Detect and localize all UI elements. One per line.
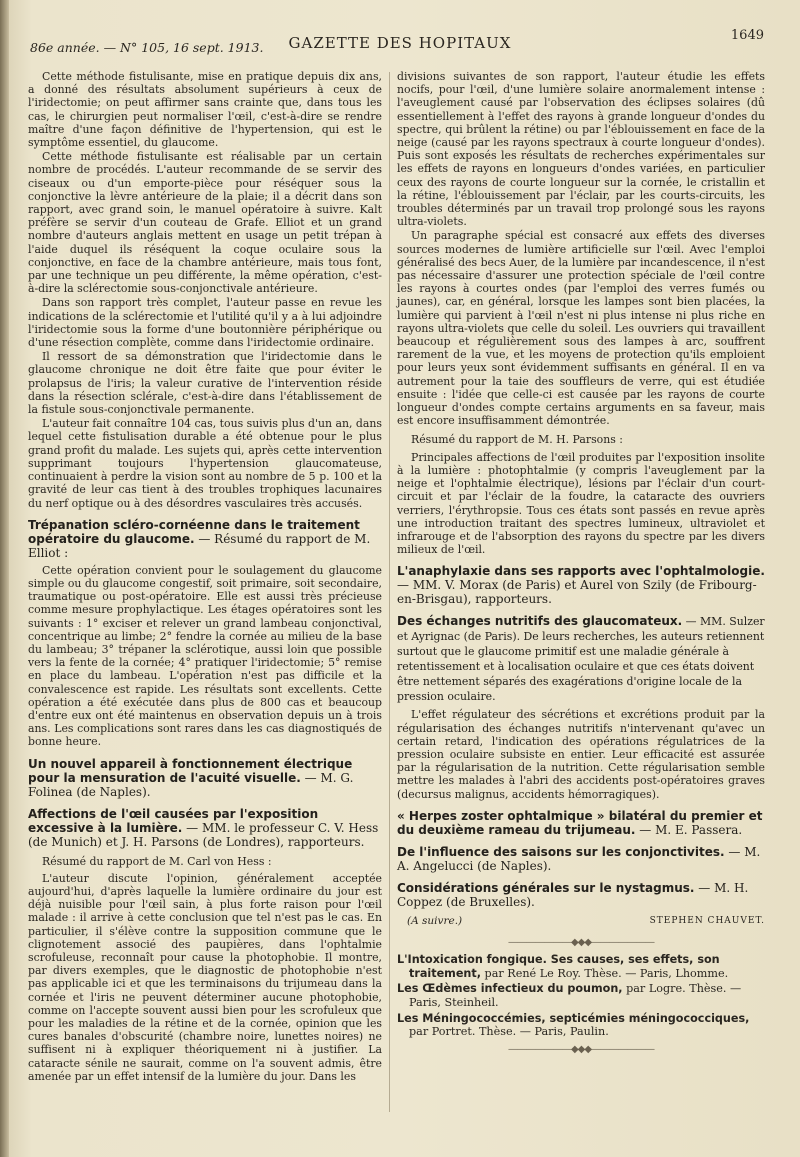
page-number: 1649 (730, 28, 764, 43)
section-heading (397, 845, 765, 873)
entry-title: L'Intoxication fongique. Ses causes, ses effets, son traitement, (397, 953, 720, 980)
heading-author: — M. H. Coppez (de Bruxelles). (397, 880, 749, 909)
paragraph: Principales affections de l'œil produites par l'exposition insolite à la lumière : photophtalmie (y compris l'aveuglement par la neige et l'ophtalmie électrique), lésions par l'éclair d'un court-circuit et par l'éclair de la foudre, la cataracte des ouvriers verriers, l'érythropsie. Tous ces états sont passés en revue après une introduction traitant des spectres lumineux, ultraviolet et infrarouge et de l'absorption des rayons du spectre par les divers milieux de l'œil. (397, 450, 765, 557)
paragraph: Cette opération convient pour le soulagement du glaucome simple ou du glaucome congestif, soit primaire, soit secondaire, traumatique ou post-opératoire. Elle est aussi très précieuse comme mesure prophylactique. Les étages opératoires sont les suivants : 1° exciser et relever un grand lambeau conjonctival, concentrique au limbe; 2° fendre la cornée au milieu de la base du lambeau; 3° trépaner la sclérotique, aussi loin que possible vers la fente de la cornée; 4° pratiquer l'iridectomie; 5° remise en place du lambeau. L'opération n'est pas difficile et la convalescence est rapide. Les résultats sont excellents. Cette opération a été exécutée dans plus de 800 cas et beaucoup d'entre eux ont été maintenus en observation depuis un à trois ans. Les complications sont rares dans les cas diagnostiqués de bonne heure. (28, 563, 382, 749)
left-column (28, 70, 382, 1084)
section-heading (28, 757, 382, 799)
heading-author: — MM. Sulzer et Ayrignac (de Paris). De leurs recherches, les auteurs retiennent surtout que le glaucome primitif est une maladie générale à retentissement et à localisation oculaire et que ces états doivent être nettement séparés des exagérations d'origine locale de la pression oculaire. (397, 615, 765, 704)
section-heading (28, 807, 382, 849)
heading-author: — M. A. Angelucci (de Naples). (397, 844, 761, 873)
heading-title: Des échanges nutritifs des glaucomateux. (397, 614, 683, 629)
entry-details: par Logre. Thèse. — Paris, Steinheil. (409, 982, 742, 1009)
paragraph: Cette méthode fistulisante est réalisable par un certain nombre de procédés. L'auteur recommande de se servir des ciseaux ou d'un emporte-pièce pour réséquer sous la conjonctive la lèvre antérieure de la plaie; il a décrit dans son rapport, avec grand soin, le manuel opératoire à suivre. Kalt préfère se servir d'un couteau de Grafe. Elliot et un grand nombre d'auteurs anglais mettent en usage un petit trépan à l'aide duquel ils réséquent la coque oculaire sous la conjonctive, en face de la chambre antérieure, mais tous font, par une technique un peu différente, la même opération, c'est-à-dire la sclérectomie sous-conjonctivale antérieure. (28, 150, 382, 296)
heading-title: De l'influence des saisons sur les conjonctivites. (397, 844, 725, 859)
page-binding-edge (0, 0, 9, 1157)
signature-line (407, 915, 765, 928)
heading-title: L'anaphylaxie dans ses rapports avec l'ophtalmologie. (397, 564, 765, 579)
entry-title: Les Œdèmes infectieux du poumon, (397, 982, 623, 996)
paragraph: L'auteur discute l'opinion, généralement acceptée aujourd'hui, d'après laquelle la lumière ordinaire du jour est déjà nuisible pour l'œil sain, à plus forte raison pour l'œil malade : il arrive à cette conclusion que tel n'est pas le cas. En particulier, il s'élève contre la supposition commune que le clignotement associé des paupières, dans l'ophtalmie scrofuleuse, reconnaît pour cause la photophobie. Il montre, par divers exemples, que le diagnostic de photophobie n'est pas applicable ici et que les terminaisons du trijumeau dans la cornée et l'iris ne peuvent déterminer aucune photophobie, comme on l'accepte souvent aussi bien pour les scrofuleux que pour les maladies de la rétine et de la cornée, opinion que les cures banales d'obscurité (chambre noire, lunettes noires) ne suffisent ni à expliquer théoriquement ni à justifier. La cataracte sénile ne saurait, comme on l'a souvent admis, être amenée par un effet intensif de la lumière du jour. Dans les (28, 871, 382, 1083)
paragraph: Cette méthode fistulisante, mise en pratique depuis dix ans, a donné des résultats absolument supérieurs à ceux de l'iridectomie; on peut affirmer sans crainte que, dans tous les cas, le chirurgien peut normaliser l'œil, c'est-à-dire se rendre maître d'une façon définitive de l'hypertension, qui est le symptôme essentiel, du glaucome. (28, 70, 382, 150)
paragraph: Dans son rapport très complet, l'auteur passe en revue les indications de la sclérectomie et l'utilité qu'il y a à lui adjoindre l'iridectomie sous la forme d'une boutonnière périphérique ou d'une résection complète, comme dans l'iridectomie ordinaire. (28, 296, 382, 350)
paragraph: L'auteur fait connaître 104 cas, tous suivis plus d'un an, dans lequel cette fistulisation durable a été obtenue pour le plus grand profit du malade. Les sujets qui, après cette intervention supprimant toujours l'hypertension glaucomateuse, continuaient à perdre la vision sont au nombre de 5 p. 100 et la gravité de leur cas tient à des troubles trophiques lacunaires du nerf optique ou à des désordres vasculaires très accusés. (28, 417, 382, 510)
paragraph: Il ressort de sa démonstration que l'iridectomie dans le glaucome chronique ne doit être faite que pour éviter le prolapsus de l'iris; la valeur curative de l'intervention réside dans la résection sclérale, c'est-à-dire dans l'établissement de la fistule sous-conjonctivale permanente. (28, 350, 382, 417)
issue-info: 86e année. — N° 105, 16 sept. 1913. (30, 40, 264, 55)
section-heading (28, 518, 382, 560)
entry-details: par René Le Roy. Thèse. — Paris, Lhomme. (481, 966, 729, 980)
heading-title: Considérations générales sur le nystagmus. (397, 880, 695, 895)
bibliography-entry (397, 982, 765, 1009)
heading-author: — M. E. Passera. (635, 822, 743, 837)
heading-author: — Résumé du rapport de M. Elliot : (28, 531, 371, 560)
heading-author: — MM. le professeur C. V. Hess (de Munich) et J. H. Parsons (de Londres), rapporteurs. (28, 820, 379, 849)
entry-title: Les Méningococcémies, septicémies méningococciques, (397, 1011, 750, 1025)
section-heading (397, 809, 765, 837)
heading-title: « Herpes zoster ophtalmique » bilatéral du premier et du deuxième rameau du trijumeau. (397, 808, 763, 837)
heading-title: Un nouvel appareil à fonctionnement électrique pour la mensuration de l'acuité visuelle. (28, 756, 353, 785)
paragraph: L'effet régulateur des sécrétions et excrétions produit par la régularisation des échanges nutritifs n'intervenant qu'avec un certain retard, l'indication des opérations régulatrices de la pression oculaire subsiste en entier. Leur efficacité est assurée par la régularisation de la nutrition. Cette régularisation semble mettre les malades à l'abri des accidents post-opératoires graves (decursus malignus, accidents hémorragiques). (397, 708, 765, 801)
heading-title: Affections de l'œil causées par l'exposition excessive à la lumière. (28, 806, 319, 835)
paragraph: Un paragraphe spécial est consacré aux effets des diverses sources modernes de lumière artificielle sur l'œil. Avec l'emploi généralisé des becs Auer, de la lumière par incandescence, il n'est pas nécessaire d'assurer une protection spéciale de l'œil contre les rayons à courtes ondes (par l'emploi des verres fumés ou jaunes), car, en général, lorsque les lampes sont bien placées, la lumière qui parvient à l'œil n'est ni plus intense ni plus riche en rayons ultra-violets que celle du soleil. Les ouvriers qui travaillent beaucoup et régulièrement sous des lampes à arc, souffrent rarement de la vue, et les moyens de protection qu'ils emploient pour leurs yeux sont évidemment suffisants en général. Il en va autrement pour la taie des souffleurs de verre, qui est étudiée ensuite : l'idée que celle-ci est causée par les rayons de courte longueur d'ondes compte certains arguments en sa faveur, mais est encore insuffisamment démontrée. (397, 229, 765, 428)
resume-label: Résumé du rapport de M. Carl von Hess : (42, 854, 272, 868)
bibliography-entry (397, 1012, 765, 1039)
page-header (30, 28, 770, 54)
journal-title: GAZETTE DES HOPITAUX (288, 34, 512, 52)
entry-details: par Portret. Thèse. — Paris, Paulin. (409, 1025, 609, 1039)
heading-author: — M. G. Folinea (de Naples). (28, 770, 354, 799)
section-heading (397, 614, 765, 704)
section-heading (397, 881, 765, 909)
author-signature: STEPHEN CHAUVET. (649, 915, 765, 926)
bibliography-entry (397, 953, 765, 980)
to-be-continued: (A suivre.) (407, 914, 463, 927)
resume-label: Résumé du rapport de M. H. Parsons : (411, 433, 623, 447)
ornament-divider: ———————◆◆◆——————— (507, 936, 655, 948)
column-divider (389, 72, 390, 1112)
bibliography-list (397, 953, 765, 1039)
section-heading (397, 564, 765, 606)
paragraph: divisions suivantes de son rapport, l'auteur étudie les effets nocifs, pour l'œil, d'une lumière solaire anormalement intense : l'aveuglement causé par l'observation des éclipses solaires (dû essentiellement à l'effet des rayons à grande longueur d'ondes du spectre, qui brûlent la rétine) ou par l'éblouissement en face de la neige (causé par les rayons spectraux à courte longueur d'ondes). Puis sont exposés les résultats de recherches expérimentales sur les effets de rayons en longueurs d'ondes variées, en particulier ceux des rayons de courte longueur sur la cornée, le cristallin et la rétine, l'éblouissement par l'éclair, par les courts-circuits, les troubles déterminés par un travail trop prolongé sous les rayons ultra-violets. (397, 70, 765, 229)
heading-title: Trépanation scléro-cornéenne dans le traitement opératoire du glaucome. (28, 517, 360, 546)
right-column (397, 70, 765, 1060)
heading-author: — MM. V. Morax (de Paris) et Aurel von Szily (de Fribourg-en-Brisgau), rapporteurs. (397, 578, 757, 607)
ornament-divider: ———————◆◆◆——————— (507, 1043, 655, 1055)
